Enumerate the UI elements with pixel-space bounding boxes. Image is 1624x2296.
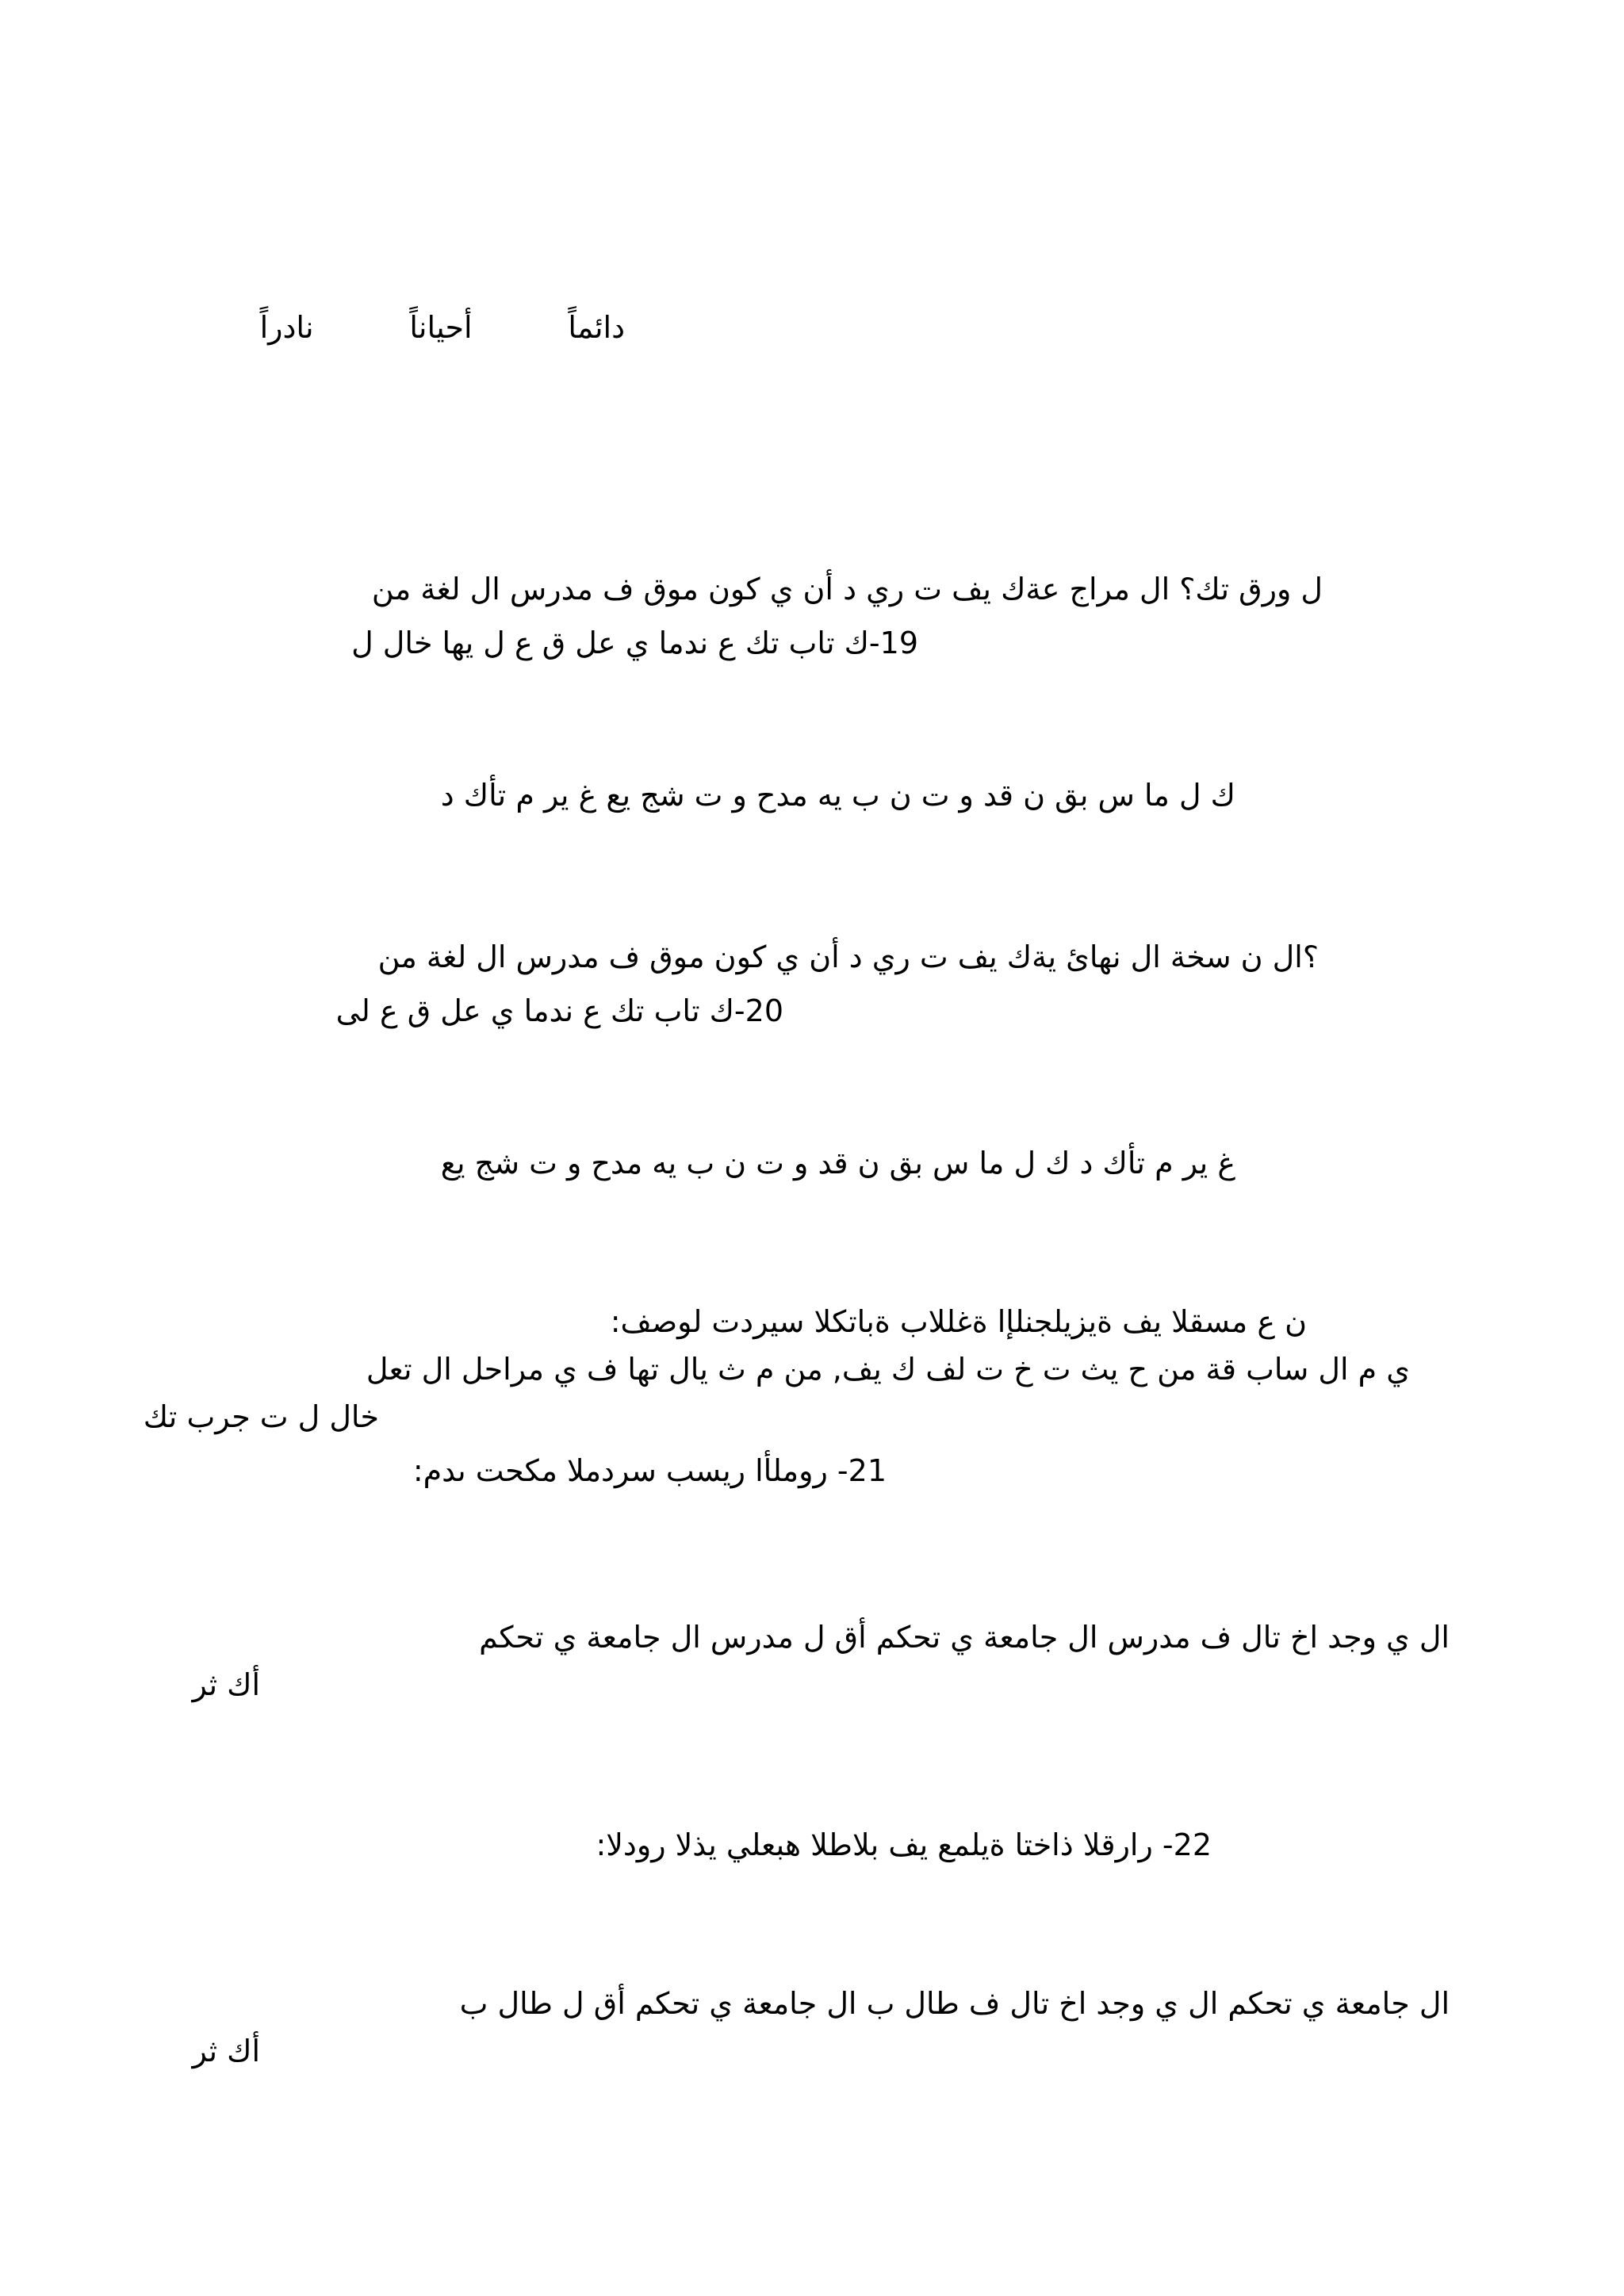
q21-line-4: 21- روملأا ريسب سردملا مكحت ىدم: [412, 1453, 887, 1488]
q20-line-2: 20-ك تاب تك ع ندما ي عل ق ع لى [335, 993, 783, 1028]
q19-line-1: ل ورق تك؟ ال مراج عةك يف ت ري د أن ي كون موق ف مدرس ال لغة من [371, 572, 1323, 607]
q22-options-line-1: ال جامعة ي تحكم ال ي وجد اخ تال ف طال ب ال جامعة ي تحكم أق ل طال ب [459, 1986, 1450, 2021]
q21-options-line-2: أك ثر [192, 1667, 260, 1702]
q19-options: ك ل ما س بق ن قد و ت ن ب يه مدح و ت شج يع غ ير م تأك د [440, 778, 1235, 813]
q22-line-1: 22- رارقلا ذاختا ةيلمع يف بلاطلا هبعلي يذلا رودلا: [596, 1827, 1212, 1862]
q20-options: غ ير م تأك د ك ل ما س بق ن قد و ت ن ب يه مدح و ت شج يع [440, 1146, 1235, 1181]
q19-line-2: 19-ك تاب تك ع ندما ي عل ق ع ل يها خال ل [351, 626, 918, 660]
q21-line-1: ن ع مسقلا يف ةيزيلجنلإا ةغللاب ةباتكلا سيردت لوصف: [610, 1304, 1307, 1339]
q21-options-line-1: ال ي وجد اخ تال ف مدرس ال جامعة ي تحكم أق ل مدرس ال جامعة ي تحكم [479, 1620, 1450, 1655]
frequency-options: دائماً أحياناً نادراً [259, 310, 625, 345]
q20-line-1: ؟ال ن سخة ال نهائ يةك يف ت ري د أن ي كون موق ف مدرس ال لغة من [377, 939, 1319, 974]
q22-options-line-2: أك ثر [192, 2034, 260, 2068]
q21-line-2: ي م ال ساب قة من ح يث ت خ ت لف ك يف, من م ث يال تها ف ي مراحل ال تعل [366, 1352, 1410, 1387]
q21-line-3: خال ل ت جرب تك [143, 1399, 379, 1434]
